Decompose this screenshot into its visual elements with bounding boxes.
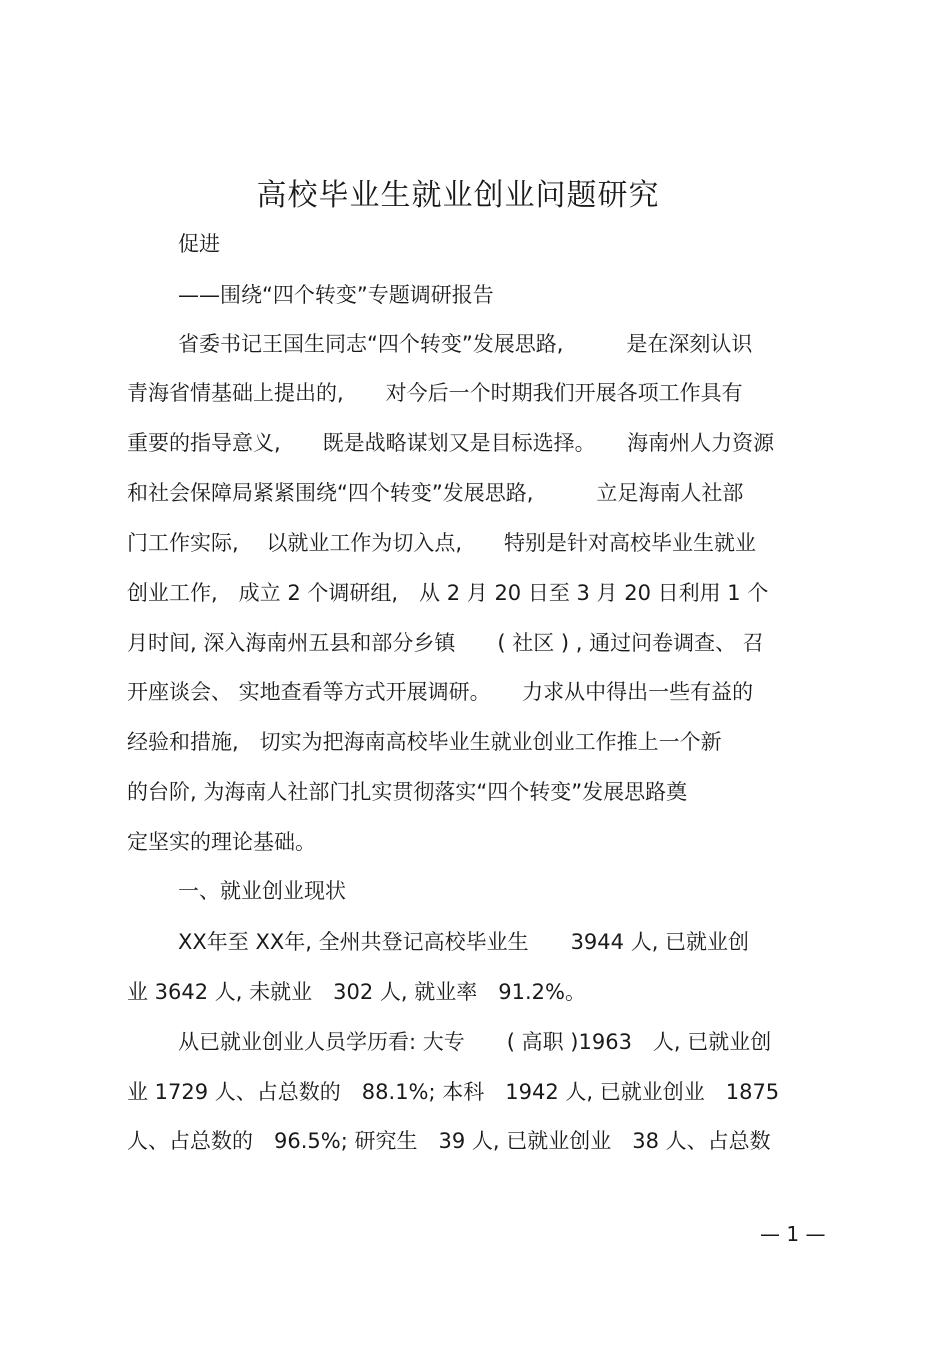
paragraph-line: 省委书记王国生同志“四个转变”发展思路, 是在深刻认识 [178, 332, 753, 356]
paragraph-line: 业 1729 人、占总数的 88.1%; 本科 1942 人, 已就业创业 1875 [127, 1080, 780, 1104]
subtitle-line: 促进 [178, 232, 220, 256]
page-number: — 1 — [760, 1222, 826, 1246]
paragraph-line: 青海省情基础上提出的, 对今后一个时期我们开展各项工作具有 [127, 381, 743, 405]
paragraph-line: 从已就业创业人员学历看: 大专 ( 高职 )1963 人, 已就业创 [178, 1030, 772, 1054]
section-heading: 一、就业创业现状 [178, 879, 346, 903]
paragraph-line: 的台阶, 为海南人社部门扎实贯彻落实“四个转变”发展思路奠 [127, 780, 688, 804]
paragraph-line: 和社会保障局紧紧围绕“四个转变”发展思路, 立足海南人社部 [127, 481, 744, 505]
paragraph-line: 定坚实的理论基础。 [127, 830, 316, 854]
paragraph-line: 创业工作, 成立 2 个调研组, 从 2 月 20 日至 3 月 20 日利用 1 个 [127, 581, 769, 605]
paragraph-line: 开座谈会、 实地查看等方式开展调研。 力求从中得出一些有益的 [127, 680, 754, 704]
subtitle-line: ——围绕“四个转变”专题调研报告 [178, 283, 494, 307]
paragraph-line: 业 3642 人, 未就业 302 人, 就业率 91.2%。 [127, 980, 586, 1004]
paragraph-line: 月时间, 深入海南州五县和部分乡镇 ( 社区 ) , 通过问卷调查、 召 [127, 631, 764, 655]
paragraph-line: 人、占总数的 96.5%; 研究生 39 人, 已就业创业 38 人、占总数 [127, 1129, 771, 1153]
document-title: 高校毕业生就业创业问题研究 [256, 178, 660, 213]
paragraph-line: 门工作实际, 以就业工作为切入点, 特别是针对高校毕业生就业 [127, 531, 757, 555]
paragraph-line: XX年至 XX年, 全州共登记高校毕业生 3944 人, 已就业创 [178, 930, 750, 954]
paragraph-line: 重要的指导意义, 既是战略谋划又是目标选择。 海南州人力资源 [127, 431, 775, 455]
paragraph-line: 经验和措施, 切实为把海南高校毕业生就业创业工作推上一个新 [127, 730, 722, 754]
